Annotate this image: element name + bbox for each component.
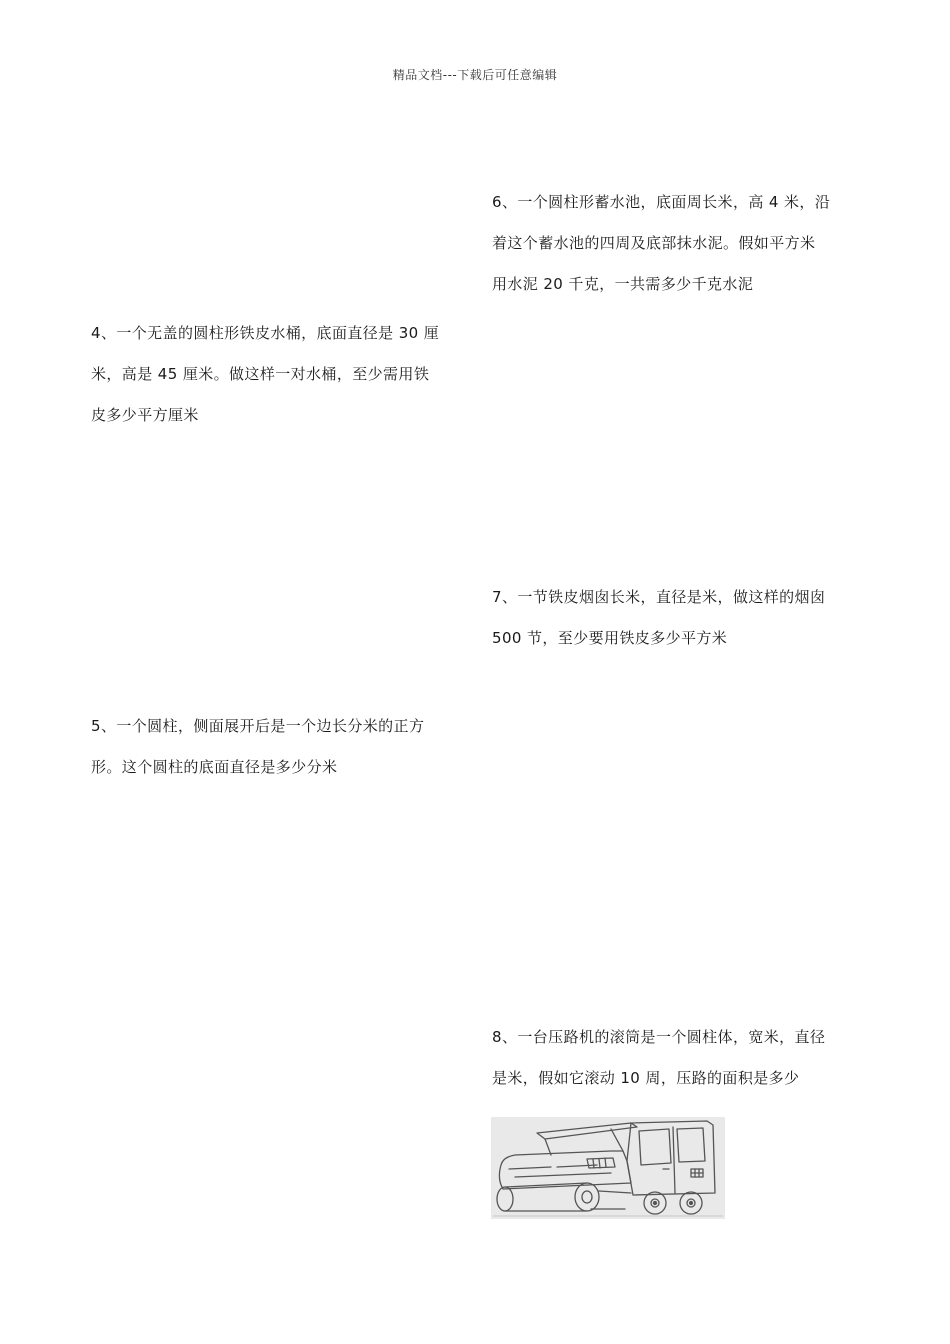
problem-5 [91,706,424,788]
problem-4-line: 皮多少平方厘米 [91,406,199,424]
problem-8-line: 8、一台压路机的滚筒是一个圆柱体，宽米，直径 [492,1028,826,1046]
problem-7-line: 7、一节铁皮烟囱长米，直径是米，做这样的烟囱 [492,588,826,606]
problem-8-line: 是米，假如它滚动 10 周，压路的面积是多少 [492,1069,800,1087]
problem-7-line: 500 节，至少要用铁皮多少平方米 [492,629,728,647]
road-roller-illustration [491,1117,725,1219]
problem-6-line: 用水泥 20 千克，一共需多少千克水泥 [492,275,754,293]
problem-6-line: 6、一个圆柱形蓄水池，底面周长米，高 4 米，沿 [492,193,831,211]
problem-4 [91,313,439,436]
problem-7 [492,577,825,659]
problem-6 [492,182,830,305]
problem-4-line: 米，高是 45 厘米。做这样一对水桶，至少需用铁 [91,365,430,383]
problem-4-line: 4、一个无盖的圆柱形铁皮水桶，底面直径是 30 厘 [91,324,440,342]
problem-8 [492,1017,825,1099]
document-header-watermark: 精品文档---下载后可任意编辑 [392,68,558,82]
road-roller-icon [491,1117,725,1219]
problem-6-line: 着这个蓄水池的四周及底部抹水泥。假如平方米 [492,234,816,252]
problem-5-line: 5、一个圆柱，侧面展开后是一个边长分米的正方 [91,717,425,735]
problem-5-line: 形。这个圆柱的底面直径是多少分米 [91,758,338,776]
